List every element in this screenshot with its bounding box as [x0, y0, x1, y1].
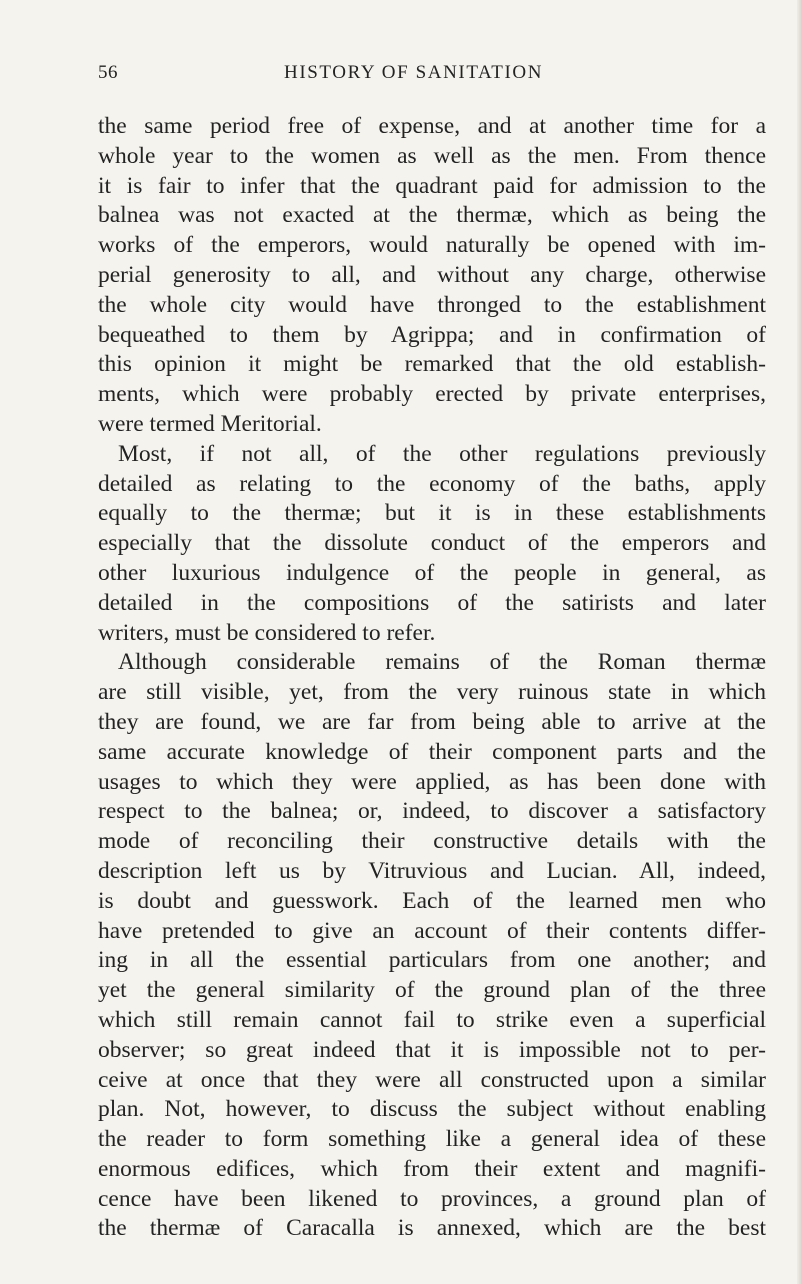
text-line: cence have been likened to provinces, a ground plan of — [98, 1185, 766, 1212]
text-line: equally to the thermæ; but it is in these establishments — [98, 500, 766, 527]
text-line: which still remain cannot fail to strike even a superficial — [98, 1006, 766, 1033]
text-line: description left us by Vitruvious and Lucian. All, indeed, — [98, 857, 766, 884]
page-edge — [797, 0, 801, 1284]
text-line: the same period free of expense, and at another time for a — [98, 113, 766, 139]
text-line: other luxurious indulgence of the people in general, as — [98, 559, 766, 586]
page-header — [98, 62, 748, 90]
text-line: detailed in the compositions of the satirists and later — [98, 589, 766, 616]
text-line: works of the emperors, would naturally be opened with im- — [98, 232, 766, 259]
text-line: detailed as relating to the economy of the baths, apply — [98, 470, 766, 497]
text-line: balnea was not exacted at the thermæ, which as being the — [98, 202, 766, 229]
text-line: the reader to form something like a general idea of these — [98, 1126, 766, 1153]
text-line: they are found, we are far from being able to arrive at the — [98, 708, 766, 735]
text-line: respect to the balnea; or, indeed, to discover a satisfactory — [98, 798, 766, 825]
paragraph-end-line: writers, must be considered to refer. — [98, 619, 436, 646]
text-line: observer; so great indeed that it is impossible not to per- — [98, 1036, 766, 1063]
text-line: this opinion it might be remarked that the old establish- — [98, 351, 766, 378]
page-number: 56 — [98, 62, 118, 83]
running-title: HISTORY OF SANITATION — [284, 62, 544, 83]
text-line: have pretended to give an account of their contents differ- — [98, 917, 766, 944]
text-line: ments, which were probably erected by private enterprises, — [98, 381, 766, 408]
text-line: are still visible, yet, from the very ruinous state in which — [98, 679, 766, 706]
text-line: enormous edifices, which from their extent and magnifi- — [98, 1155, 766, 1182]
body-text — [98, 112, 766, 1244]
text-line: usages to which they were applied, as has been done with — [98, 768, 766, 795]
paragraph-start-line: Most, if not all, of the other regulations previously — [118, 440, 766, 467]
text-line: yet the general similarity of the ground plan of the three — [98, 977, 766, 1004]
text-line: the thermæ of Caracalla is annexed, which are the best — [98, 1215, 766, 1242]
text-line: mode of reconciling their constructive details with the — [98, 828, 766, 855]
text-line: it is fair to infer that the quadrant paid for admission to the — [98, 172, 766, 199]
text-line: ing in all the essential particulars from one another; and — [98, 947, 766, 974]
text-line: the whole city would have thronged to the establishment — [98, 291, 766, 318]
text-line: ceive at once that they were all constructed upon a similar — [98, 1066, 766, 1093]
text-line: plan. Not, however, to discuss the subject without enabling — [98, 1096, 766, 1123]
text-line: same accurate knowledge of their component parts and the — [98, 738, 766, 765]
text-line: perial generosity to all, and without any charge, otherwise — [98, 261, 766, 288]
text-line: especially that the dissolute conduct of the emperors and — [98, 530, 766, 557]
text-line: whole year to the women as well as the men. From thence — [98, 142, 766, 169]
paragraph-start-line: Although considerable remains of the Roman thermæ — [118, 649, 766, 676]
text-line: is doubt and guesswork. Each of the learned men who — [98, 887, 766, 914]
text-line: bequeathed to them by Agrippa; and in confirmation of — [98, 321, 766, 348]
paragraph-end-line: were termed Meritorial. — [98, 410, 322, 437]
